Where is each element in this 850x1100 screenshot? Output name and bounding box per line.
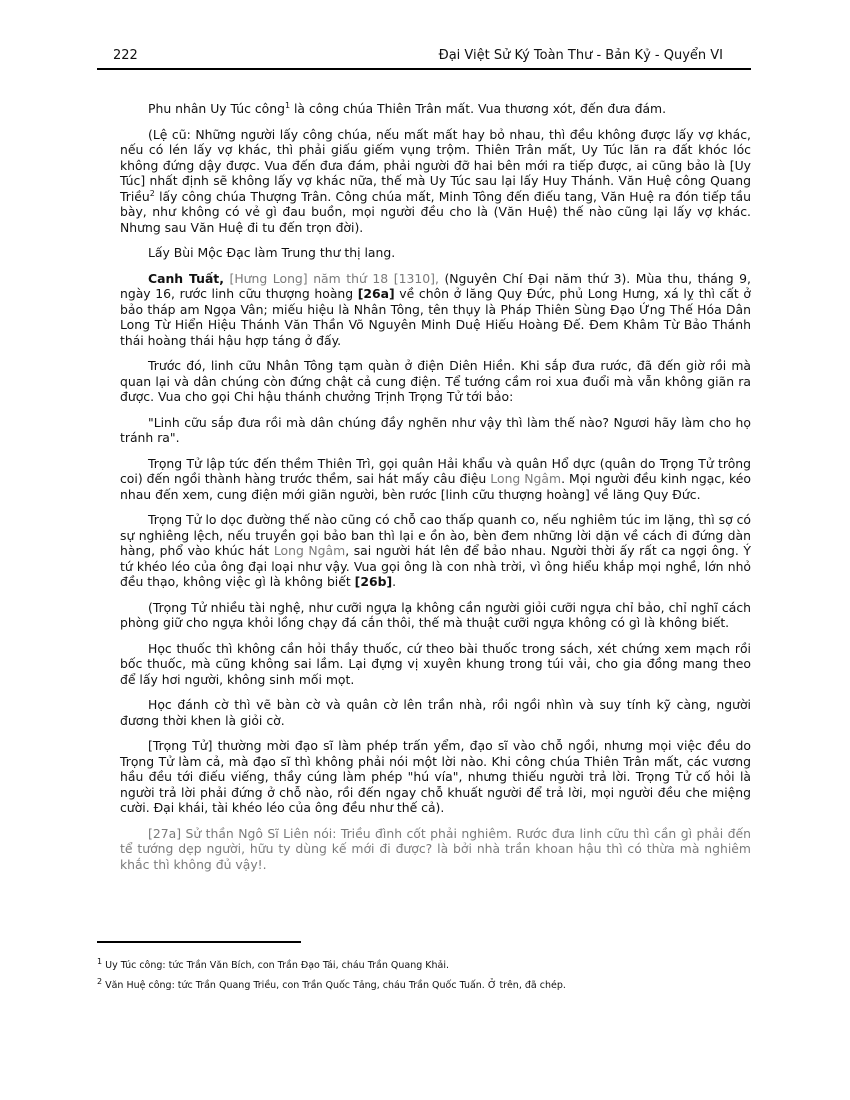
year-heading: Canh Tuất,: [148, 270, 224, 286]
paragraph-3: Lấy Bùi Mộc Đạc làm Trung thư thị lang.: [148, 245, 396, 260]
footnote-2: $^2$ Văn Huệ công: tức Trần Quang Triều, con Trần Quốc Tảng, cháu Trần Quốc Tuấn. Ở trên, đã chép.: [97, 976, 566, 991]
paragraph-1: Phu nhân Uy Túc công$^1$ là công chúa Thiên Trân mất. Vua thương xót, đến đưa đám.: [148, 100, 667, 116]
page-marker: [26b]: [354, 574, 393, 589]
historian-comment: [27a] Sử thần Ngô Sĩ Liên nói: Triều đình cốt phải nghiêm. Rước đưa linh cữu thì cần gì phải đến tể tướng dẹp người, hữu ty dùng kế mới đi được? là bởi nhà trần khoan hậu thì có thừa mà nghiêm khắc thì không đủ vậy!.: [120, 825, 751, 872]
paragraph-11: Học đánh cờ thì vẽ bàn cờ và quân cờ lên trần nhà, rồi ngồi nhìn và suy tính kỹ càng, người đương thời khen là giỏi cờ.: [120, 697, 751, 728]
running-title: Đại Việt Sử Ký Toàn Thư - Bản Kỷ - Quyển VI: [438, 48, 723, 63]
paragraph-12: [Trọng Tử] thường mời đạo sĩ làm phép trấn yểm, đạo sĩ vào chỗ ngồi, nhưng mọi việc đều do Trọng Tử làm cả, mà đạo sĩ thì không phải nói một lời nào. Khi công chúa Thiên Trân mất, các vương hầu đều tới điếu viếng, thầy cúng làm phép "hú vía", nhưng thiếu người trả lời. Trọng Tử cố hỏi là người trả lời phải đứng ở chỗ nào, rồi đến ngay chỗ khuất người để trả lời, mọi người đều che miệng cười. Đại khái, tài khéo léo của ông đều như thế cả).: [120, 738, 751, 815]
song-name: Long Ngâm: [273, 543, 346, 558]
page-body: [120, 101, 751, 882]
page-marker: [26a]: [357, 286, 395, 301]
footnote-1: $^1$ Uy Túc công: tức Trần Văn Bích, con Trần Đạo Tái, cháu Trần Quang Khải.: [97, 956, 450, 971]
paragraph-5: Trước đó, linh cữu Nhân Tông tạm quàn ở điện Diên Hiền. Khi sắp đưa rước, đã đến giờ rồi mà quan lại và dân chúng còn đứng chật cả cung điện. Tể tướng cầm roi xua đuổi mà vẫn không giãn ra được. Vua cho gọi Chi hậu thánh chưởng Trịnh Trọng Tử tới bảo:: [120, 358, 751, 404]
paragraph-4: Canh Tuất, [Hưng Long] năm thứ 18 [1310], (Nguyên Chí Đại năm thứ 3). Mùa thu, tháng 9, ngày 16, rước linh cữu thượng hoàng [26a] về chôn ở lăng Quy Đức, phủ Long Hưng, xá lỵ thì cất ở bảo tháp am Ngọa Vân; miếu hiệu là Nhân Tông, tên thụy là Pháp Thiên Sùng Đạo Ứng Thế Hóa Dân Long Từ Hiển Hiệu Thánh Văn Thần Võ Nguyên Minh Duệ Hiếu Hoàng Đế. Đem Khâm Từ Bảo Thánh thái hoàng thái hậu hợp táng ở đấy.: [120, 270, 751, 348]
paragraph-7: Trọng Tử lập tức đến thềm Thiên Trì, gọi quân Hải khẩu và quân Hổ dực (quân do Trọng Tử trông coi) đến ngồi thành hàng trước thềm, sai hát mấy câu điệu Long Ngâm. Mọi người đều kinh ngạc, kéo nhau đến xem, cung điện mới giãn người, bèn rước [linh cữu thượng hoàng] về lăng Quy Đức.: [120, 455, 751, 502]
page-header: [97, 46, 751, 70]
paragraph-8: Trọng Tử lo dọc đường thế nào cũng có chỗ cao thấp quanh co, nếu nghiêm túc im lặng, thì sợ có sự nghiêng lệch, nếu truyền gọi bảo ban thì lại e ồn ào, bèn đem những lời dặn về cách đi đứng dàn hàng, phổ vào khúc hát Long Ngâm, sai người hát lên để bảo nhau. Người thời ấy rất ca ngợi ông. Ý tứ khéo léo của ông đại loại như vậy. Vua gọi ông là con nhà trời, vì ông hiểu khắp mọi nghề, lớn nhỏ đều thạo, không việc gì là không biết [26b].: [120, 512, 751, 589]
paragraph-9: (Trọng Tử nhiều tài nghệ, như cưỡi ngựa lạ không cần người giỏi cưỡi ngựa chỉ bảo, chỉ nghĩ cách phòng giữ cho ngựa khỏi lồng chạy đá cắn thôi, thế mà thuật cưỡi ngựa không có gì là không biết.: [120, 599, 751, 630]
footnote-ref-1[interactable]: 1: [284, 100, 291, 110]
song-name: Long Ngâm: [490, 471, 562, 486]
quote-paragraph: "Linh cữu sắp đưa rồi mà dân chúng đầy nghẽn như vậy thì làm thế nào? Ngươi hãy làm cho họ tránh ra".: [120, 414, 751, 445]
page-number: 222: [113, 48, 138, 63]
paragraph-2: (Lệ cũ: Những người lấy công chúa, nếu mất mất hay bỏ nhau, thì đều không được lấy vợ khác, nếu có lén lấy vợ khác, thì phải giấu giếm vụng trộm. Thiên Trân mất, Uy Túc lăn ra đất khóc lóc không đứng dậy được. Vua đến đưa đám, phải người đỡ hai bên mới ra tiếp được, ai cũng bảo là [Uy Túc] nhất định sẽ không lấy vợ khác nữa, thế mà Uy Túc sau lại lấy Huy Thánh. Văn Huệ công Quang Triều$^2$ lấy công chúa Thượng Trân. Công chúa mất, Minh Tông đến điếu tang, Văn Huệ ra đón tiếp tầu bày, như không có vẻ gì đau buồn, mọi người đều cho là (Văn Huệ) thế nào cũng lại lấy vợ khác. Nhưng sau Văn Huệ đi tu đến trọn đời).: [120, 126, 751, 235]
paragraph-10: Học thuốc thì không cần hỏi thầy thuốc, cứ theo bài thuốc trong sách, xét chứng xem mạch rồi bốc thuốc, mà cũng không sai lầm. Lại đựng vị xuyên khung trong túi vải, cho gia đồng mang theo để lấy hơi người, không sinh mối mọt.: [120, 640, 751, 687]
footnote-ref-2[interactable]: 2: [149, 188, 155, 198]
footnote-divider: [97, 941, 301, 943]
